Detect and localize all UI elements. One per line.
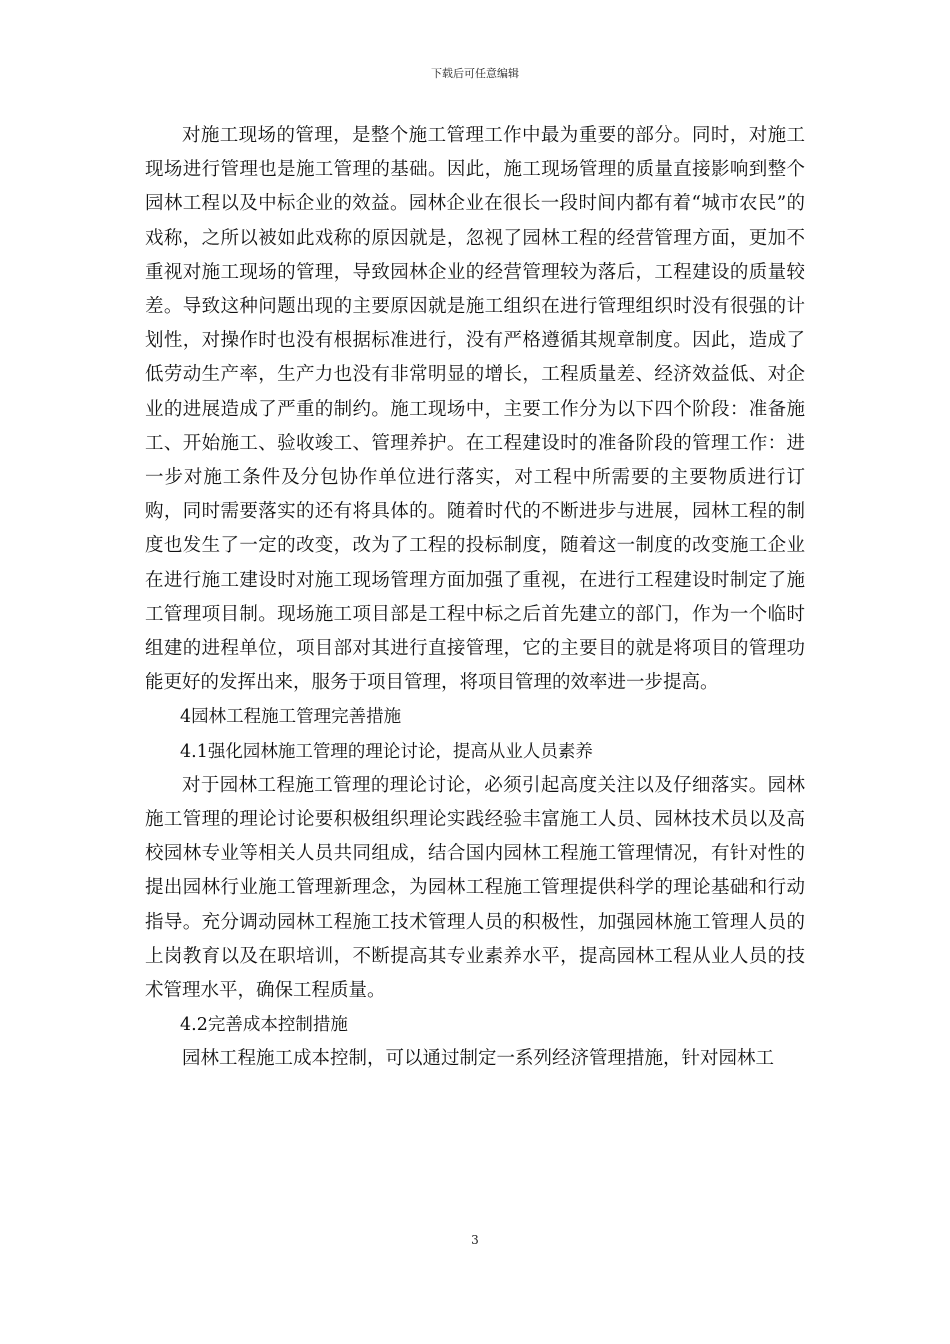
page-number: 3 — [471, 1233, 479, 1247]
paragraph-cost-control: 园林工程施工成本控制，可以通过制定一系列经济管理措施，针对园林工 — [182, 1048, 775, 1070]
section-heading-4: 4园林工程施工管理完善措施 — [180, 707, 402, 728]
subsection-heading-4-1: 4.1强化园林施工管理的理论讨论，提高从业人员素养 — [180, 741, 593, 762]
document-body — [145, 119, 805, 1077]
page-header: 下载后可任意编辑 — [431, 67, 519, 80]
paragraph-theory-discussion: 对于园林工程施工管理的理论讨论，必须引起高度关注以及仔细落实。园林施工管理的理论讨论要积极组织理论实践经验丰富施工人员、园林技术员以及高校园林专业等相关人员共同组成，结合国内园林工程施工管理情况，有针对性的提出园林行业施工管理新理念，为园林工程施工管理提供科学的理论基础和行动指导。充分调动园林工程施工技术管理人员的积极性，加强园林施工管理人员的上岗教育以及在职培训，不断提高其专业素养水平，提高园林工程从业人员的技术管理水平，确保工程质量。 — [145, 774, 805, 1002]
paragraph-site-management: 对施工现场的管理，是整个施工管理工作中最为重要的部分。同时，对施工现场进行管理也是施工管理的基础。因此，施工现场管理的质量直接影响到整个园林工程以及中标企业的效益。园林企业在很长一段时间内都有着“城市农民”的戏称，之所以被如此戏称的原因就是，忽视了园林工程的经营管理方面，更加不重视对施工现场的管理，导致园林企业的经营管理较为落后，工程建设的质量较差。导致这种问题出现的主要原因就是施工组织在进行管理组织时没有很强的计划性，对操作时也没有根据标准进行，没有严格遵循其规章制度。因此，造成了低劳动生产率，生产力也没有非常明显的增长，工程质量差、经济效益低、对企业的进展造成了严重的制约。施工现场中，主要工作分为以下四个阶段：准备施工、开始施工、验收竣工、管理养护。在工程建设时的准备阶段的管理工作：进一步对施工条件及分包协作单位进行落实，对工程中所需要的主要物质进行订购，同时需要落实的还有将具体的。随着时代的不断进步与进展，园林工程的制度也发生了一定的改变，改为了工程的投标制度，随着这一制度的改变施工企业在进行施工建设时对施工现场管理方面加强了重视，在进行工程建设时制定了施工管理项目制。现场施工项目部是工程中标之后首先建立的部门，作为一个临时组建的进程单位，项目部对其进行直接管理，它的主要目的就是将项目的管理功能更好的发挥出来，服务于项目管理，将项目管理的效率进一步提高。 — [145, 125, 805, 694]
subsection-heading-4-2: 4.2完善成本控制措施 — [180, 1015, 348, 1036]
